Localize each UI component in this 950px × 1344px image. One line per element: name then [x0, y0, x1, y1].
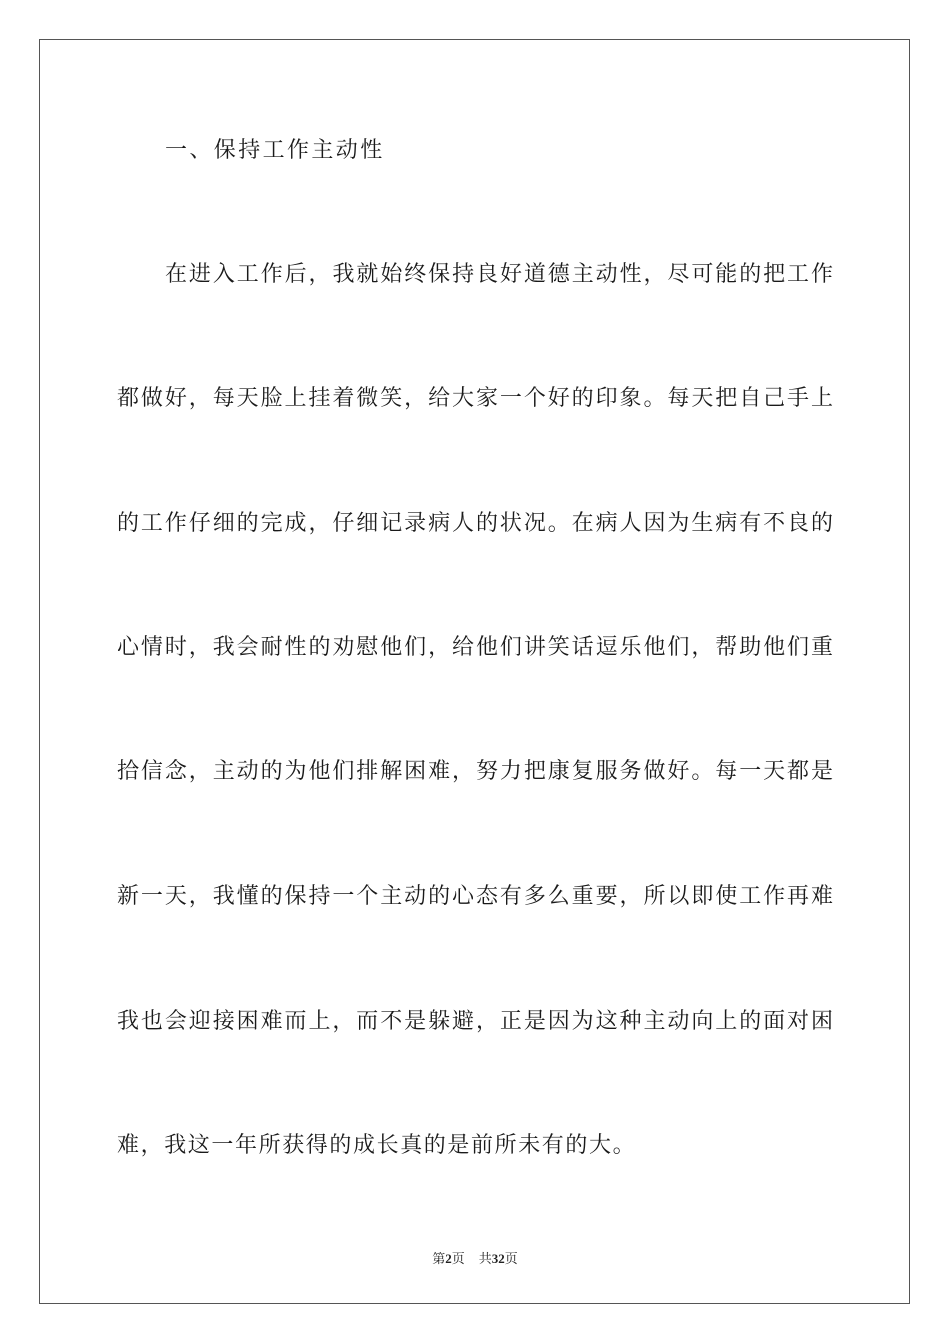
paragraph-line-4: 心情时，我会耐性的劝慰他们，给他们讲笑话逗乐他们，帮助他们重	[117, 635, 833, 660]
total-label-suffix: 页	[504, 1251, 518, 1266]
page-footer	[0, 1248, 950, 1267]
page-label-suffix: 页	[451, 1251, 465, 1266]
total-pages-number: 32	[491, 1251, 505, 1266]
section-heading: 一、保持工作主动性	[165, 138, 385, 163]
total-label-prefix: 共	[478, 1251, 492, 1266]
paragraph-line-6: 新一天，我懂的保持一个主动的心态有多么重要，所以即使工作再难	[117, 884, 833, 909]
page-border	[39, 39, 910, 1304]
current-page-number: 2	[445, 1251, 452, 1266]
page-label-prefix: 第	[432, 1251, 446, 1266]
paragraph-line-2: 都做好，每天脸上挂着微笑，给大家一个好的印象。每天把自己手上	[117, 386, 833, 411]
paragraph-line-7: 我也会迎接困难而上，而不是躲避，正是因为这种主动向上的面对困	[117, 1009, 833, 1034]
paragraph-line-8: 难，我这一年所获得的成长真的是前所未有的大。	[117, 1133, 637, 1158]
paragraph-line-5: 拾信念，主动的为他们排解困难，努力把康复服务做好。每一天都是	[117, 759, 833, 784]
paragraph-line-1: 在进入工作后，我就始终保持良好道德主动性，尽可能的把工作	[165, 262, 833, 287]
paragraph-line-3: 的工作仔细的完成，仔细记录病人的状况。在病人因为生病有不良的	[117, 511, 833, 536]
